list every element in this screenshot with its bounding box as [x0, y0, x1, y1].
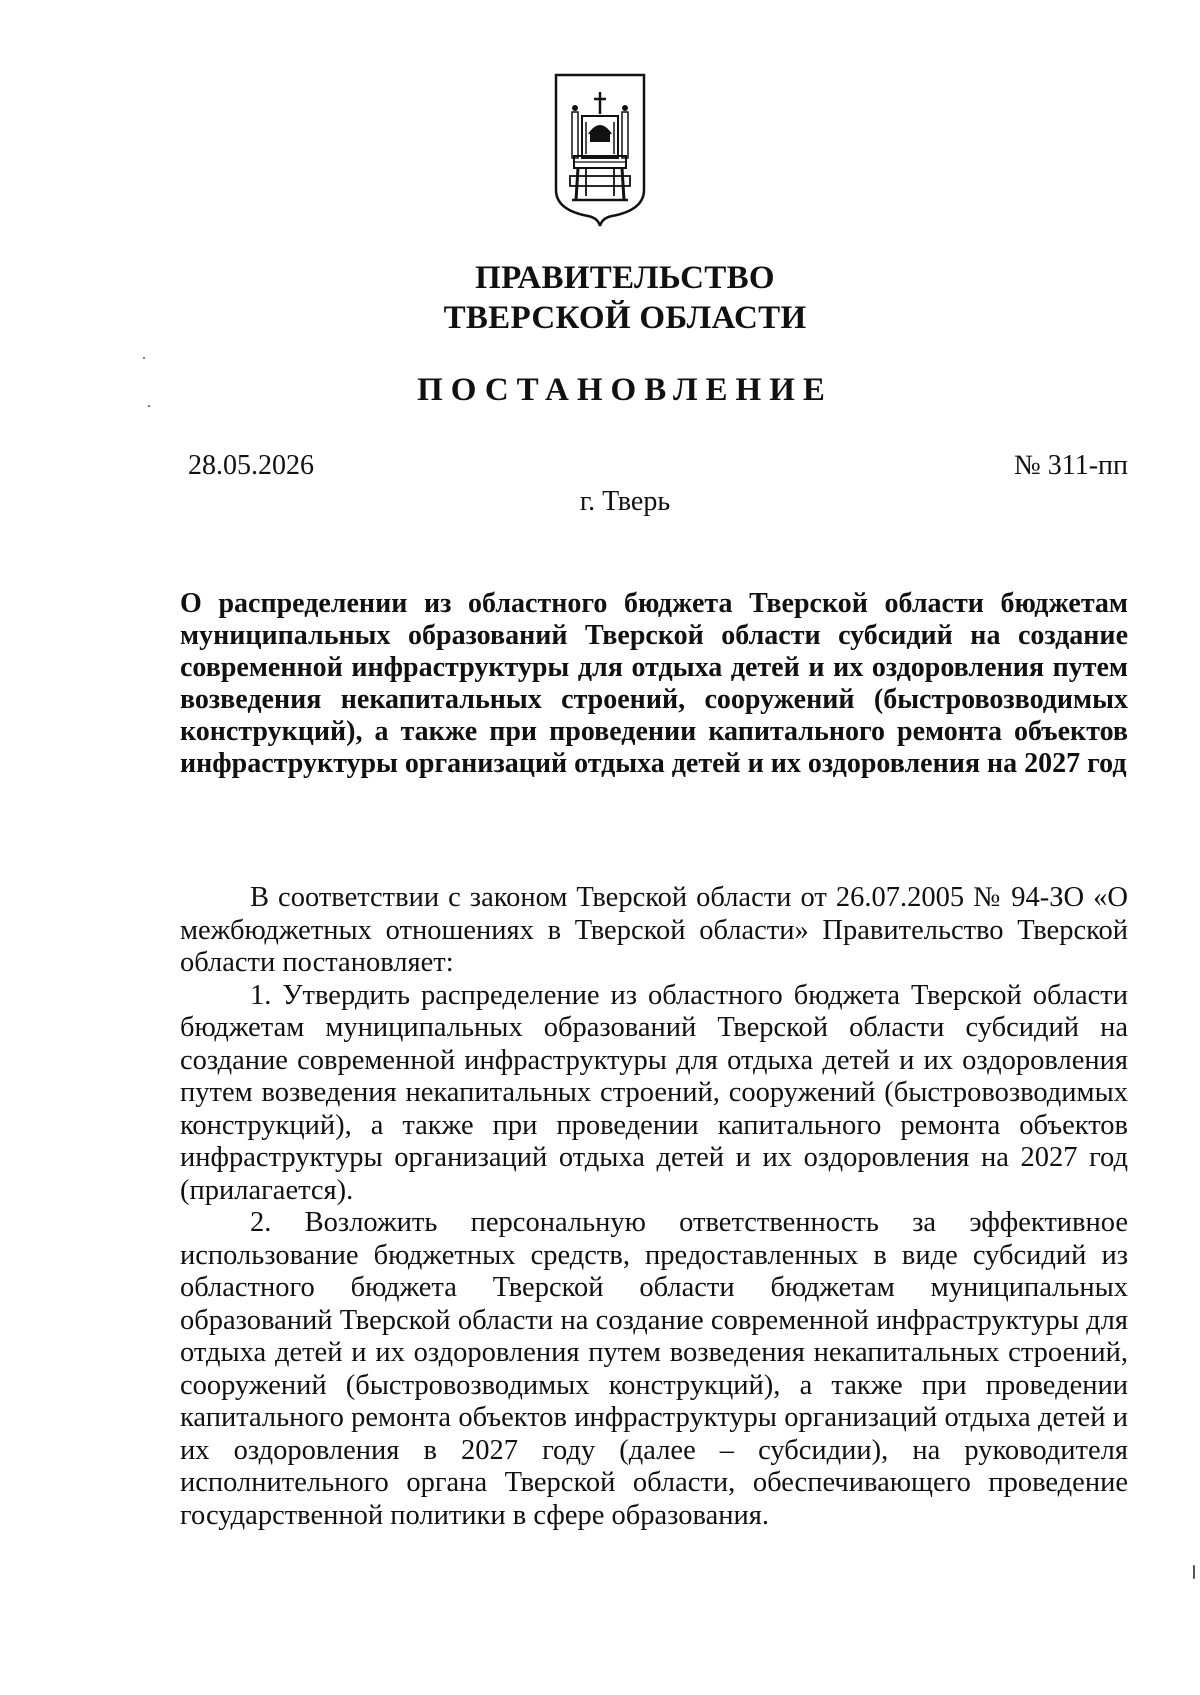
- document-date: 28.05.2026: [188, 450, 314, 481]
- document-city: г. Тверь: [579, 486, 671, 517]
- document-subject: О распределении из областного бюджета Тверской области бюджетам муниципальных образований Тверской области субсидий на создание современной инфраструктуры для отдыха детей и их оздоровления путем возведения некапитальных строений, сооружений (быстровозводимых конструкций), а также при проведении капитального ремонта объектов инфраструктуры организаций отдыха детей и их оздоровления на 2027 год: [180, 588, 1128, 779]
- document-type: ПОСТАНОВЛЕНИЕ: [417, 372, 833, 408]
- document-body: [180, 882, 1128, 1532]
- government-title: [0, 258, 1200, 338]
- scan-speck: [143, 357, 145, 359]
- government-title-line2: ТВЕРСКОЙ ОБЛАСТИ: [443, 300, 807, 336]
- document-number: № 311-пп: [1014, 450, 1128, 481]
- scan-speck: [148, 405, 150, 407]
- body-preamble: В соответствии с законом Тверской области от 26.07.2005 № 94-ЗО «О межбюджетных отношениях в Тверской области» Правительство Тверской области постановляет:: [180, 882, 1128, 978]
- scan-speck: [1193, 1565, 1195, 1579]
- coat-of-arms-icon: [552, 72, 648, 228]
- government-title-line1: ПРАВИТЕЛЬСТВО: [475, 260, 775, 296]
- body-item-1: 1. Утвердить распределение из областного бюджета Тверской области бюджетам муниципальных образований Тверской области субсидий на создание современной инфраструктуры для отдыха детей и их оздоровления путем возведения некапитальных строений, сооружений (быстровозводимых конструкций), а также при проведении капитального ремонта объектов инфраструктуры организаций отдыха детей и их оздоровления на 2027 год (прилагается).: [180, 979, 1128, 1206]
- body-item-2: 2. Возложить персональную ответственность за эффективное использование бюджетных средств, предоставленных в виде субсидий из областного бюджета Тверской области бюджетам муниципальных образований Тверской области на создание современной инфраструктуры для отдыха детей и их оздоровления путем возведения некапитальных строений, сооружений (быстровозводимых конструкций), а также при проведении капитального ремонта объектов инфраструктуры организаций отдыха детей и их оздоровления в 2027 году (далее – субсидии), на руководителя исполнительного органа Тверской области, обеспечивающего проведение государственной политики в сфере образования.: [180, 1207, 1128, 1531]
